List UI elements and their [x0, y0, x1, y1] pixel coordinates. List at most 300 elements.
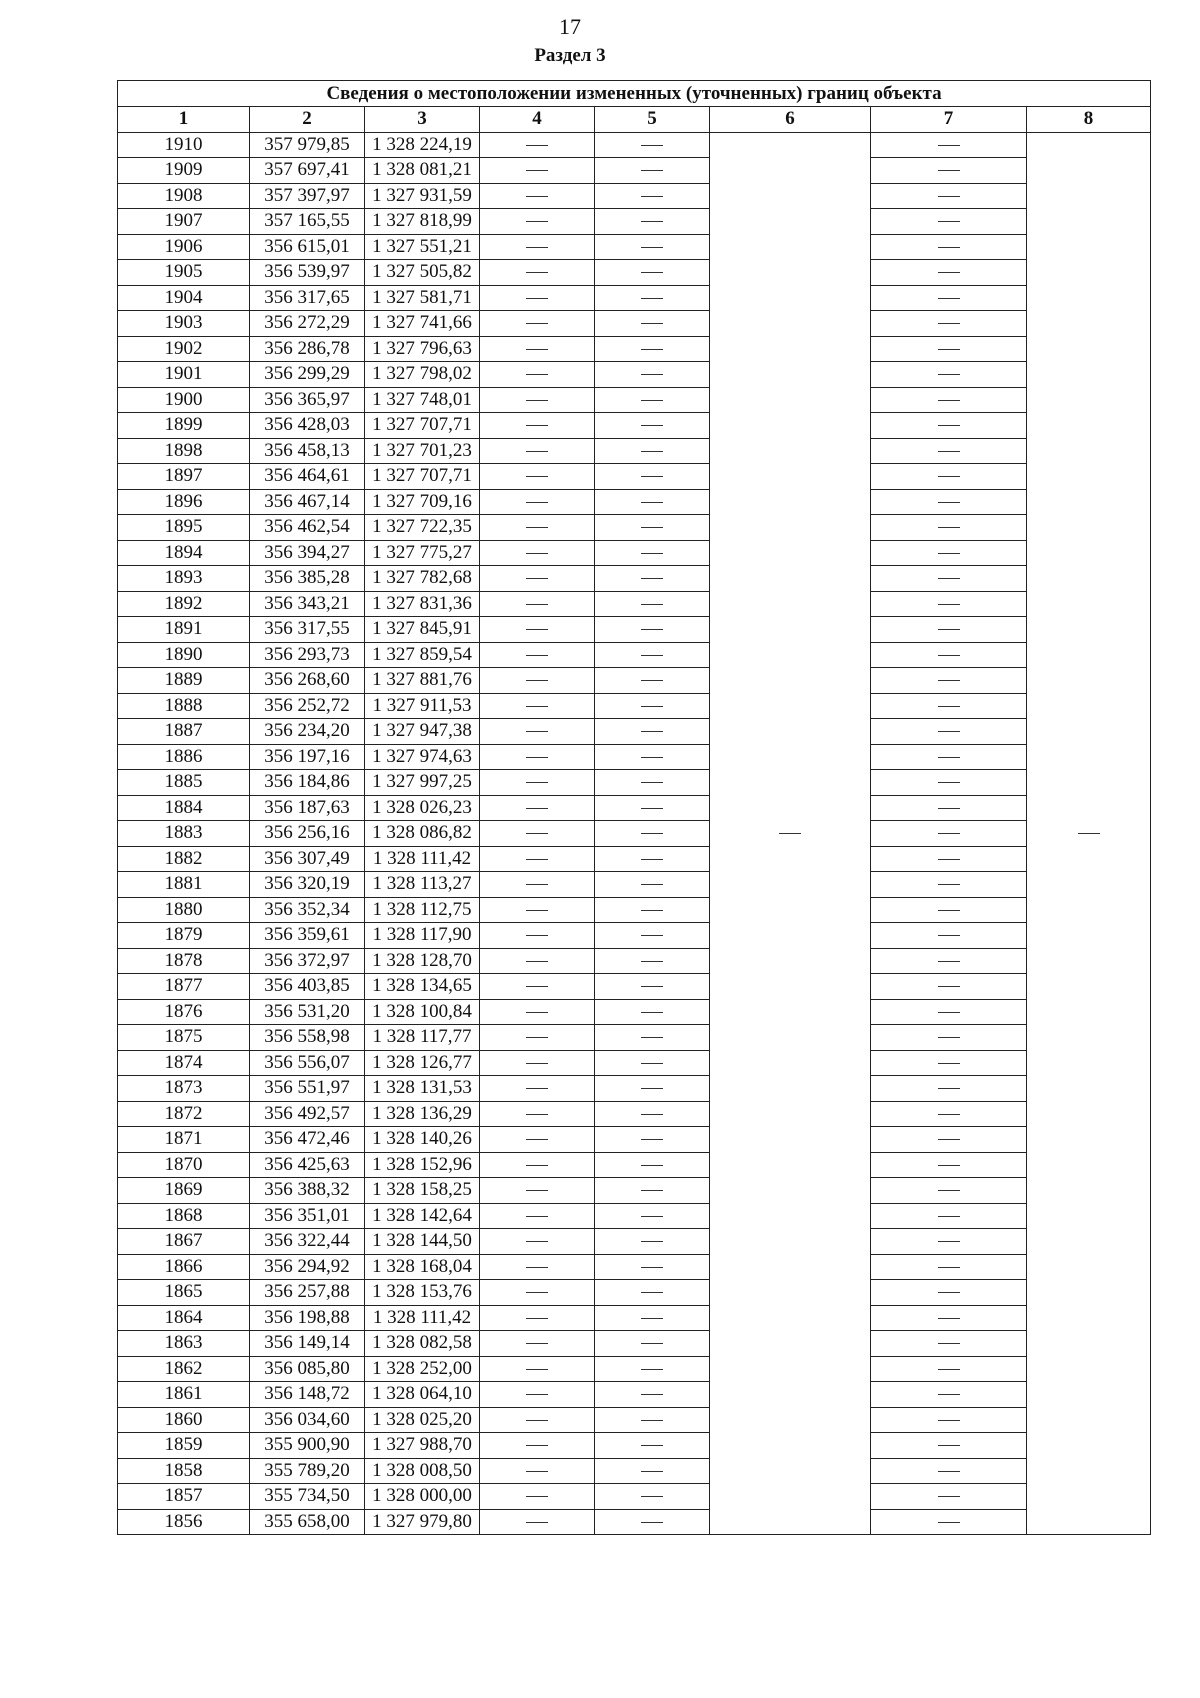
dash-mark [641, 1445, 663, 1446]
dash-mark [526, 1037, 548, 1038]
table-row [118, 1127, 1151, 1153]
dash-mark [938, 425, 960, 426]
dash-mark [641, 782, 663, 783]
column-5-cell [595, 1356, 710, 1382]
x-coordinate-cell: 356 539,97 [250, 260, 365, 286]
dash-mark [938, 1216, 960, 1217]
column-7-cell [871, 1305, 1027, 1331]
column-header: 3 [365, 107, 480, 133]
dash-mark [938, 1063, 960, 1064]
column-4-cell [480, 948, 595, 974]
point-number-cell: 1899 [118, 413, 250, 439]
table-row [118, 1280, 1151, 1306]
dash-mark [938, 1394, 960, 1395]
column-4-cell [480, 872, 595, 898]
column-7-cell [871, 413, 1027, 439]
dash-mark [938, 400, 960, 401]
column-7-cell [871, 1280, 1027, 1306]
x-coordinate-cell: 356 293,73 [250, 642, 365, 668]
table-row [118, 1382, 1151, 1408]
x-coordinate-cell: 357 697,41 [250, 158, 365, 184]
column-5-cell [595, 821, 710, 847]
dash-mark [641, 400, 663, 401]
column-5-cell [595, 438, 710, 464]
column-4-cell [480, 438, 595, 464]
column-4-cell [480, 668, 595, 694]
column-7-cell [871, 923, 1027, 949]
column-7-cell [871, 387, 1027, 413]
column-6-merged-cell [710, 132, 871, 1535]
dash-mark [641, 757, 663, 758]
table-row [118, 1050, 1151, 1076]
table-row [118, 1407, 1151, 1433]
point-number-cell: 1860 [118, 1407, 250, 1433]
y-coordinate-cell: 1 328 113,27 [365, 872, 480, 898]
x-coordinate-cell: 356 556,07 [250, 1050, 365, 1076]
dash-mark [938, 782, 960, 783]
y-coordinate-cell: 1 327 707,71 [365, 464, 480, 490]
column-7-cell [871, 260, 1027, 286]
column-4-cell [480, 132, 595, 158]
x-coordinate-cell: 356 320,19 [250, 872, 365, 898]
table-row [118, 591, 1151, 617]
column-4-cell [480, 209, 595, 235]
point-number-cell: 1879 [118, 923, 250, 949]
column-5-cell [595, 260, 710, 286]
column-7-cell [871, 540, 1027, 566]
dash-mark [641, 1343, 663, 1344]
dash-mark [641, 1063, 663, 1064]
table-row [118, 158, 1151, 184]
dash-mark [526, 1267, 548, 1268]
column-5-cell [595, 1203, 710, 1229]
y-coordinate-cell: 1 328 224,19 [365, 132, 480, 158]
dash-mark [938, 221, 960, 222]
dash-mark [641, 935, 663, 936]
column-7-cell [871, 999, 1027, 1025]
table-row [118, 821, 1151, 847]
dash-mark [641, 221, 663, 222]
column-4-cell [480, 158, 595, 184]
dash-mark [641, 145, 663, 146]
table-row [118, 336, 1151, 362]
table-row [118, 362, 1151, 388]
point-number-cell: 1901 [118, 362, 250, 388]
dash-mark [641, 986, 663, 987]
dash-mark [526, 221, 548, 222]
dash-mark [641, 1369, 663, 1370]
table-row [118, 413, 1151, 439]
column-7-cell [871, 1178, 1027, 1204]
column-5-cell [595, 1178, 710, 1204]
dash-mark [526, 247, 548, 248]
x-coordinate-cell: 355 900,90 [250, 1433, 365, 1459]
column-5-cell [595, 387, 710, 413]
column-4-cell [480, 489, 595, 515]
y-coordinate-cell: 1 328 100,84 [365, 999, 480, 1025]
table-row [118, 209, 1151, 235]
y-coordinate-cell: 1 328 153,76 [365, 1280, 480, 1306]
dash-mark [526, 349, 548, 350]
table-row [118, 974, 1151, 1000]
x-coordinate-cell: 356 365,97 [250, 387, 365, 413]
point-number-cell: 1908 [118, 183, 250, 209]
point-number-cell: 1869 [118, 1178, 250, 1204]
table-row [118, 183, 1151, 209]
x-coordinate-cell: 356 307,49 [250, 846, 365, 872]
x-coordinate-cell: 356 351,01 [250, 1203, 365, 1229]
dash-mark [526, 706, 548, 707]
dash-mark [526, 1165, 548, 1166]
y-coordinate-cell: 1 328 000,00 [365, 1484, 480, 1510]
y-coordinate-cell: 1 328 081,21 [365, 158, 480, 184]
dash-mark [526, 782, 548, 783]
dash-mark [938, 935, 960, 936]
point-number-cell: 1893 [118, 566, 250, 592]
table-row [118, 387, 1151, 413]
column-5-cell [595, 1076, 710, 1102]
dash-mark [641, 1394, 663, 1395]
table-row [118, 872, 1151, 898]
point-number-cell: 1863 [118, 1331, 250, 1357]
table-row [118, 923, 1151, 949]
y-coordinate-cell: 1 328 117,77 [365, 1025, 480, 1051]
column-5-cell [595, 897, 710, 923]
point-number-cell: 1895 [118, 515, 250, 541]
y-coordinate-cell: 1 327 947,38 [365, 719, 480, 745]
x-coordinate-cell: 356 551,97 [250, 1076, 365, 1102]
x-coordinate-cell: 356 558,98 [250, 1025, 365, 1051]
dash-mark [526, 400, 548, 401]
dash-mark [641, 170, 663, 171]
y-coordinate-cell: 1 328 134,65 [365, 974, 480, 1000]
point-number-cell: 1871 [118, 1127, 250, 1153]
point-number-cell: 1896 [118, 489, 250, 515]
table-row [118, 1101, 1151, 1127]
column-5-cell [595, 158, 710, 184]
x-coordinate-cell: 356 268,60 [250, 668, 365, 694]
point-number-cell: 1887 [118, 719, 250, 745]
column-4-cell [480, 311, 595, 337]
dash-mark [526, 1139, 548, 1140]
table-row [118, 617, 1151, 643]
dash-mark [526, 527, 548, 528]
column-7-cell [871, 1025, 1027, 1051]
column-4-cell [480, 719, 595, 745]
column-4-cell [480, 1203, 595, 1229]
dash-mark [526, 808, 548, 809]
coordinates-table [117, 80, 1151, 1535]
dash-mark [938, 961, 960, 962]
dash-mark [938, 859, 960, 860]
dash-mark [938, 1012, 960, 1013]
column-5-cell [595, 1152, 710, 1178]
column-4-cell [480, 693, 595, 719]
column-4-cell [480, 1433, 595, 1459]
column-5-cell [595, 642, 710, 668]
column-7-cell [871, 209, 1027, 235]
dash-mark [526, 604, 548, 605]
column-header-row [118, 107, 1151, 133]
dash-mark [938, 1088, 960, 1089]
y-coordinate-cell: 1 328 082,58 [365, 1331, 480, 1357]
point-number-cell: 1892 [118, 591, 250, 617]
column-5-cell [595, 872, 710, 898]
dash-mark [938, 553, 960, 554]
dash-mark [641, 1088, 663, 1089]
dash-mark [938, 884, 960, 885]
table-row [118, 1433, 1151, 1459]
column-4-cell [480, 1050, 595, 1076]
table-row [118, 719, 1151, 745]
dash-mark [641, 706, 663, 707]
column-4-cell [480, 1382, 595, 1408]
x-coordinate-cell: 357 397,97 [250, 183, 365, 209]
column-5-cell [595, 1433, 710, 1459]
table-row [118, 1203, 1151, 1229]
dash-mark [526, 323, 548, 324]
point-number-cell: 1875 [118, 1025, 250, 1051]
column-header: 7 [871, 107, 1027, 133]
x-coordinate-cell: 356 294,92 [250, 1254, 365, 1280]
point-number-cell: 1881 [118, 872, 250, 898]
y-coordinate-cell: 1 327 709,16 [365, 489, 480, 515]
dash-mark [938, 1139, 960, 1140]
x-coordinate-cell: 356 148,72 [250, 1382, 365, 1408]
x-coordinate-cell: 356 272,29 [250, 311, 365, 337]
table-row [118, 1229, 1151, 1255]
table-body [118, 132, 1151, 1535]
x-coordinate-cell: 356 464,61 [250, 464, 365, 490]
column-7-cell [871, 234, 1027, 260]
column-7-cell [871, 1152, 1027, 1178]
dash-mark [526, 1394, 548, 1395]
column-4-cell [480, 1254, 595, 1280]
column-7-cell [871, 158, 1027, 184]
column-4-cell [480, 1076, 595, 1102]
dash-mark [526, 578, 548, 579]
dash-mark [641, 196, 663, 197]
x-coordinate-cell: 356 149,14 [250, 1331, 365, 1357]
dash-mark [938, 374, 960, 375]
table-row [118, 489, 1151, 515]
dash-mark [938, 1496, 960, 1497]
column-7-cell [871, 821, 1027, 847]
dash-mark [938, 145, 960, 146]
column-header: 6 [710, 107, 871, 133]
point-number-cell: 1856 [118, 1509, 250, 1535]
table-row [118, 1178, 1151, 1204]
column-4-cell [480, 1509, 595, 1535]
column-7-cell [871, 1458, 1027, 1484]
table-row [118, 540, 1151, 566]
dash-mark [938, 731, 960, 732]
dash-mark [938, 833, 960, 834]
table-row [118, 438, 1151, 464]
y-coordinate-cell: 1 328 252,00 [365, 1356, 480, 1382]
column-header: 8 [1027, 107, 1151, 133]
column-4-cell [480, 387, 595, 413]
column-5-cell [595, 1484, 710, 1510]
column-5-cell [595, 311, 710, 337]
x-coordinate-cell: 355 734,50 [250, 1484, 365, 1510]
x-coordinate-cell: 356 428,03 [250, 413, 365, 439]
column-4-cell [480, 591, 595, 617]
dash-mark [526, 884, 548, 885]
section-title: Раздел 3 [534, 45, 606, 66]
dash-mark [938, 706, 960, 707]
column-5-cell [595, 719, 710, 745]
column-4-cell [480, 1331, 595, 1357]
y-coordinate-cell: 1 328 128,70 [365, 948, 480, 974]
table-row [118, 1152, 1151, 1178]
column-4-cell [480, 770, 595, 796]
dash-mark [938, 1420, 960, 1421]
dash-mark [641, 1012, 663, 1013]
y-coordinate-cell: 1 328 152,96 [365, 1152, 480, 1178]
dash-mark [641, 1114, 663, 1115]
dash-mark [938, 808, 960, 809]
column-4-cell [480, 1152, 595, 1178]
column-4-cell [480, 846, 595, 872]
y-coordinate-cell: 1 328 158,25 [365, 1178, 480, 1204]
x-coordinate-cell: 356 531,20 [250, 999, 365, 1025]
dash-mark [526, 1445, 548, 1446]
column-7-cell [871, 591, 1027, 617]
column-4-cell [480, 515, 595, 541]
column-5-cell [595, 413, 710, 439]
dash-mark [641, 655, 663, 656]
dash-mark [938, 527, 960, 528]
column-4-cell [480, 999, 595, 1025]
table-row [118, 846, 1151, 872]
column-7-cell [871, 770, 1027, 796]
point-number-cell: 1903 [118, 311, 250, 337]
point-number-cell: 1873 [118, 1076, 250, 1102]
dash-mark [526, 1420, 548, 1421]
dash-mark [938, 1165, 960, 1166]
dash-mark [938, 629, 960, 630]
dash-mark [526, 757, 548, 758]
dash-mark [641, 1471, 663, 1472]
dash-mark [526, 502, 548, 503]
x-coordinate-cell: 356 322,44 [250, 1229, 365, 1255]
table-row [118, 897, 1151, 923]
dash-mark [938, 349, 960, 350]
point-number-cell: 1872 [118, 1101, 250, 1127]
dash-mark [526, 629, 548, 630]
column-5-cell [595, 566, 710, 592]
x-coordinate-cell: 356 388,32 [250, 1178, 365, 1204]
dash-mark [641, 502, 663, 503]
x-coordinate-cell: 356 372,97 [250, 948, 365, 974]
dash-mark [1078, 833, 1100, 834]
column-4-cell [480, 234, 595, 260]
column-7-cell [871, 719, 1027, 745]
column-5-cell [595, 489, 710, 515]
point-number-cell: 1894 [118, 540, 250, 566]
dash-mark [938, 170, 960, 171]
column-8-merged-cell [1027, 132, 1151, 1535]
dash-mark [641, 349, 663, 350]
dash-mark [641, 833, 663, 834]
column-7-cell [871, 668, 1027, 694]
dash-mark [526, 145, 548, 146]
y-coordinate-cell: 1 328 126,77 [365, 1050, 480, 1076]
column-5-cell [595, 1254, 710, 1280]
column-5-cell [595, 795, 710, 821]
column-5-cell [595, 515, 710, 541]
column-5-cell [595, 1229, 710, 1255]
column-7-cell [871, 872, 1027, 898]
point-number-cell: 1888 [118, 693, 250, 719]
dash-mark [526, 476, 548, 477]
x-coordinate-cell: 356 299,29 [250, 362, 365, 388]
x-coordinate-cell: 356 317,55 [250, 617, 365, 643]
x-coordinate-cell: 356 472,46 [250, 1127, 365, 1153]
table-row [118, 1025, 1151, 1051]
point-number-cell: 1878 [118, 948, 250, 974]
y-coordinate-cell: 1 328 025,20 [365, 1407, 480, 1433]
column-5-cell [595, 1280, 710, 1306]
dash-mark [641, 1267, 663, 1268]
dash-mark [641, 578, 663, 579]
column-5-cell [595, 1050, 710, 1076]
y-coordinate-cell: 1 327 722,35 [365, 515, 480, 541]
table-row [118, 1305, 1151, 1331]
y-coordinate-cell: 1 328 064,10 [365, 1382, 480, 1408]
y-coordinate-cell: 1 327 782,68 [365, 566, 480, 592]
column-5-cell [595, 362, 710, 388]
y-coordinate-cell: 1 328 111,42 [365, 846, 480, 872]
y-coordinate-cell: 1 327 831,36 [365, 591, 480, 617]
dash-mark [526, 961, 548, 962]
x-coordinate-cell: 356 467,14 [250, 489, 365, 515]
column-4-cell [480, 183, 595, 209]
dash-mark [526, 553, 548, 554]
y-coordinate-cell: 1 328 144,50 [365, 1229, 480, 1255]
dash-mark [938, 910, 960, 911]
dash-mark [526, 1114, 548, 1115]
dash-mark [526, 1522, 548, 1523]
y-coordinate-cell: 1 327 988,70 [365, 1433, 480, 1459]
column-4-cell [480, 1484, 595, 1510]
point-number-cell: 1859 [118, 1433, 250, 1459]
point-number-cell: 1867 [118, 1229, 250, 1255]
column-7-cell [871, 974, 1027, 1000]
column-7-cell [871, 744, 1027, 770]
dash-mark [938, 1318, 960, 1319]
dash-mark [526, 935, 548, 936]
point-number-cell: 1900 [118, 387, 250, 413]
point-number-cell: 1874 [118, 1050, 250, 1076]
column-5-cell [595, 209, 710, 235]
column-4-cell [480, 1178, 595, 1204]
point-number-cell: 1868 [118, 1203, 250, 1229]
column-7-cell [871, 846, 1027, 872]
y-coordinate-cell: 1 328 140,26 [365, 1127, 480, 1153]
dash-mark [526, 680, 548, 681]
column-7-cell [871, 464, 1027, 490]
dash-mark [641, 680, 663, 681]
dash-mark [526, 1369, 548, 1370]
y-coordinate-cell: 1 328 136,29 [365, 1101, 480, 1127]
dash-mark [526, 1063, 548, 1064]
column-4-cell [480, 413, 595, 439]
y-coordinate-cell: 1 327 845,91 [365, 617, 480, 643]
x-coordinate-cell: 356 462,54 [250, 515, 365, 541]
table-row [118, 668, 1151, 694]
